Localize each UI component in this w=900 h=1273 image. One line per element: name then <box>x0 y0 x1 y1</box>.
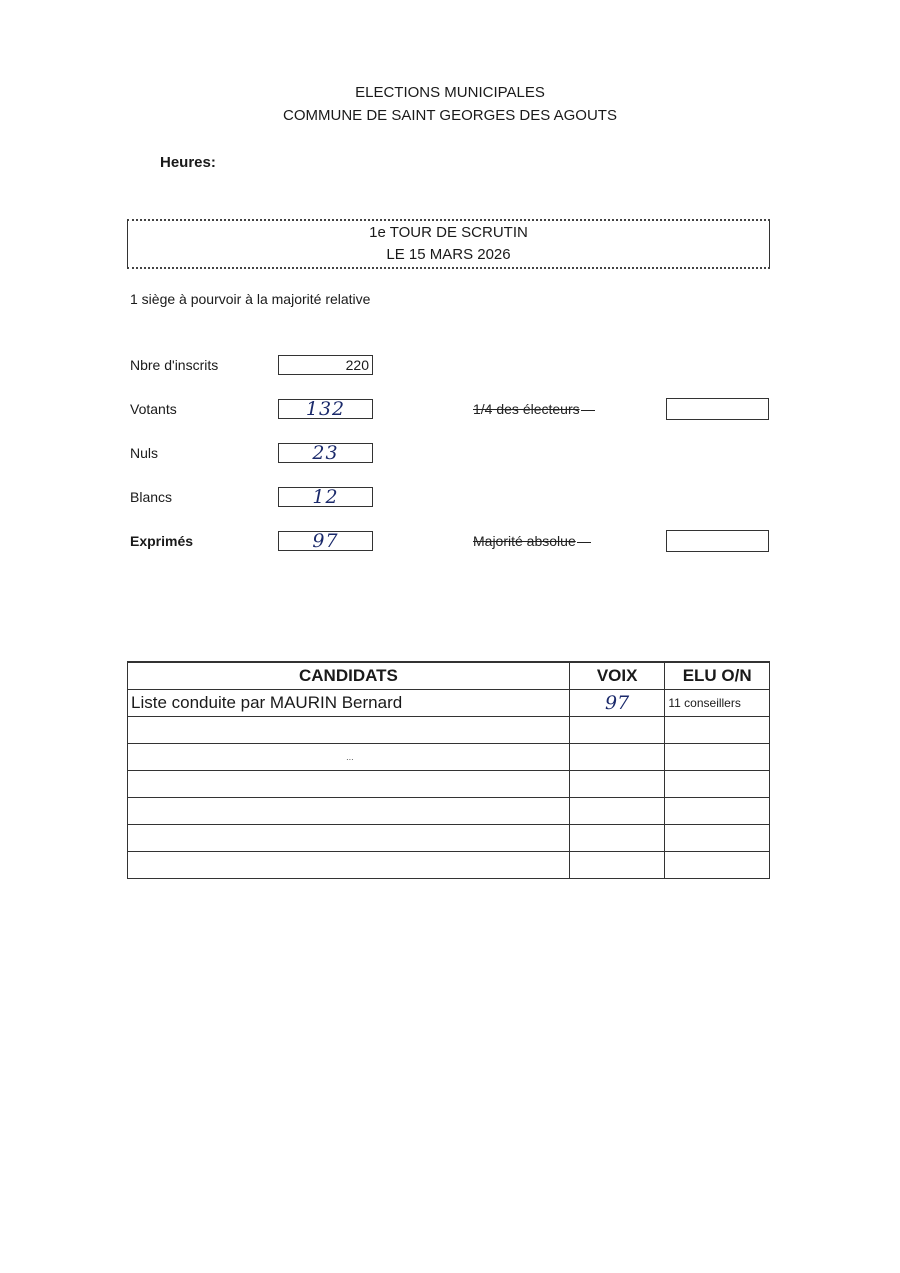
dots-mark: ... <box>346 752 354 762</box>
candidate-name: Liste conduite par MAURIN Bernard <box>128 690 570 717</box>
candidate-elu <box>665 798 770 825</box>
tour-banner <box>127 219 770 269</box>
candidates-table <box>127 661 770 879</box>
votants-label: Votants <box>130 401 177 417</box>
commune-name: COMMUNE DE SAINT GEORGES DES AGOUTS <box>283 107 617 124</box>
candidate-elu <box>665 744 770 771</box>
table-row <box>128 771 770 798</box>
candidate-name <box>128 717 570 744</box>
candidate-name <box>128 798 570 825</box>
document-title: ELECTIONS MUNICIPALES <box>355 84 545 101</box>
candidate-voix <box>569 744 665 771</box>
table-row <box>128 717 770 744</box>
nuls-label: Nuls <box>130 445 159 461</box>
candidate-elu: 11 conseillers <box>665 690 770 717</box>
candidate-voix <box>569 771 665 798</box>
votants-field[interactable] <box>278 399 373 419</box>
blancs-field[interactable] <box>278 487 373 507</box>
header-elu: ELU O/N <box>665 662 770 690</box>
candidate-voix <box>569 825 665 852</box>
tour-title: 1e TOUR DE SCRUTIN <box>369 224 528 241</box>
majorite-absolue-label: Majorité absolue <box>473 533 591 549</box>
candidate-name <box>128 825 570 852</box>
inscrits-field[interactable] <box>278 355 373 375</box>
exprimes-value: 97 <box>312 530 339 552</box>
blancs-label: Blancs <box>130 489 173 505</box>
nuls-field[interactable] <box>278 443 373 463</box>
candidate-voix <box>569 798 665 825</box>
candidate-elu <box>665 771 770 798</box>
table-row <box>128 744 770 771</box>
candidate-elu <box>665 825 770 852</box>
table-row <box>128 798 770 825</box>
blancs-value: 12 <box>312 486 339 508</box>
candidate-name <box>128 771 570 798</box>
votants-value: 132 <box>305 398 346 420</box>
exprimes-field[interactable] <box>278 531 373 551</box>
candidate-elu <box>665 852 770 879</box>
voix-value: 97 <box>605 692 630 714</box>
candidate-elu <box>665 717 770 744</box>
seat-note: 1 siège à pourvoir à la majorité relative <box>130 291 371 307</box>
header-voix: VOIX <box>569 662 665 690</box>
table-header-row <box>128 662 770 690</box>
candidate-voix <box>569 852 665 879</box>
nuls-value: 23 <box>312 442 339 464</box>
candidate-name <box>128 744 570 771</box>
table-row <box>128 825 770 852</box>
table-row <box>128 852 770 879</box>
candidate-voix <box>569 717 665 744</box>
candidate-name <box>128 852 570 879</box>
tour-date: LE 15 MARS 2026 <box>386 246 511 263</box>
exprimes-label: Exprimés <box>130 533 194 549</box>
header-candidats: CANDIDATS <box>128 662 570 690</box>
heures-label: Heures: <box>160 154 216 171</box>
quart-electeurs-field[interactable] <box>666 398 769 420</box>
quart-electeurs-label: 1/4 des électeurs <box>473 401 595 417</box>
inscrits-label: Nbre d'inscrits <box>130 357 219 373</box>
inscrits-value: 220 <box>345 357 369 373</box>
majorite-absolue-field[interactable] <box>666 530 769 552</box>
candidate-voix <box>569 690 665 717</box>
table-row <box>128 690 770 717</box>
